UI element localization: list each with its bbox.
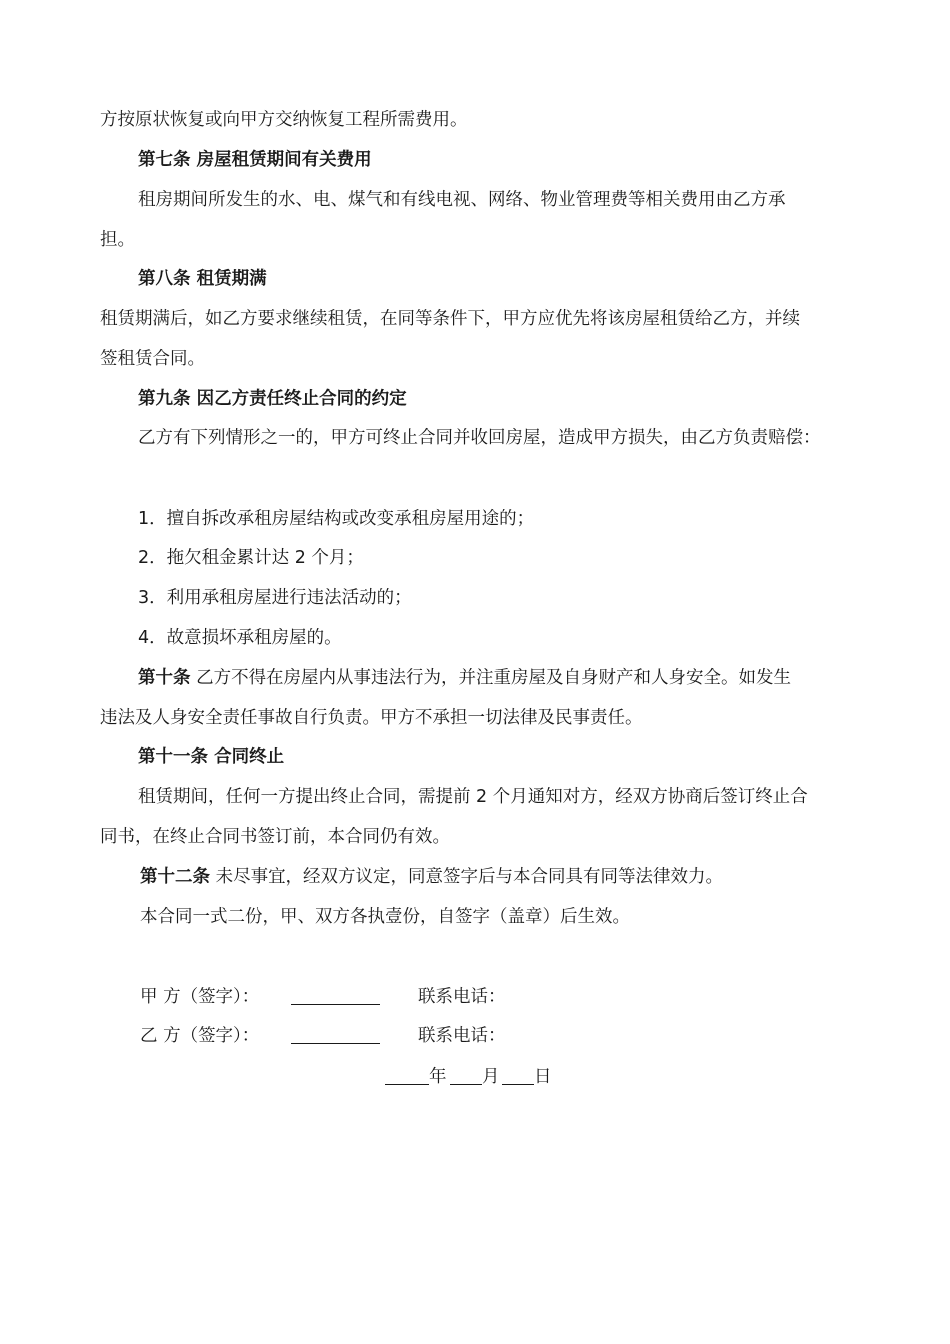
paragraph-line: 乙方有下列情形之一的，甲方可终止合同并收回房屋，造成甲方损失，由乙方负责赔偿： bbox=[138, 428, 821, 448]
paragraph-line: 签租赁合同。 bbox=[100, 349, 205, 369]
article-9-heading: 第九条 因乙方责任终止合同的约定 bbox=[138, 389, 407, 409]
paragraph-line: 租房期间所发生的水、电、煤气和有线电视、网络、物业管理费等相关费用由乙方承 bbox=[138, 190, 786, 210]
list-item: 1．擅自拆改承租房屋结构或改变承租房屋用途的； bbox=[138, 509, 535, 529]
date-month-label: 月 bbox=[482, 1067, 500, 1087]
party-b-phone-label: 联系电话： bbox=[418, 1026, 506, 1046]
party-a-signature-label: 甲 方（签字）： bbox=[140, 987, 260, 1007]
paragraph-line: 租赁期间，任何一方提出终止合同，需提前 2 个月通知对方，经双方协商后签订终止合 bbox=[138, 787, 808, 807]
party-b-signature-blank bbox=[291, 1025, 380, 1044]
paragraph-line: 租赁期满后，如乙方要求继续租赁，在同等条件下，甲方应优先将该房屋租赁给乙方，并续 bbox=[100, 309, 800, 329]
date-month-blank bbox=[450, 1066, 482, 1085]
paragraph-line: 同书，在终止合同书签订前，本合同仍有效。 bbox=[100, 827, 450, 847]
article-7-heading: 第七条 房屋租赁期间有关费用 bbox=[138, 150, 372, 170]
list-item: 4．故意损坏承租房屋的。 bbox=[138, 628, 342, 648]
article-10-paragraph bbox=[138, 666, 791, 690]
article-12-text: 未尽事宜，经双方议定，同意签字后与本合同具有同等法律效力。 bbox=[210, 867, 724, 887]
paragraph-line: 本合同一式二份，甲、双方各执壹份，自签字（盖章）后生效。 bbox=[140, 907, 630, 927]
date-year-blank bbox=[385, 1066, 429, 1085]
list-item: 2．拖欠租金累计达 2 个月； bbox=[138, 548, 364, 568]
article-10-text: 乙方不得在房屋内从事违法行为，并注重房屋及自身财产和人身安全。如发生 bbox=[190, 668, 792, 688]
party-b-signature-label: 乙 方（签字）： bbox=[140, 1026, 260, 1046]
article-12-paragraph bbox=[140, 865, 723, 889]
article-12-title: 第十二条 bbox=[140, 867, 210, 887]
paragraph-line: 违法及人身安全责任事故自行负责。甲方不承担一切法律及民事责任。 bbox=[100, 708, 643, 728]
article-10-title: 第十条 bbox=[138, 668, 191, 688]
paragraph-line: 担。 bbox=[100, 230, 135, 250]
date-day-blank bbox=[502, 1066, 534, 1085]
article-8-heading: 第八条 租赁期满 bbox=[138, 269, 267, 289]
paragraph-line: 方按原状恢复或向甲方交纳恢复工程所需费用。 bbox=[100, 110, 468, 130]
party-a-signature-blank bbox=[291, 986, 380, 1005]
list-item: 3．利用承租房屋进行违法活动的； bbox=[138, 588, 412, 608]
article-11-heading: 第十一条 合同终止 bbox=[138, 747, 285, 767]
date-day-label: 日 bbox=[534, 1067, 552, 1087]
party-a-phone-label: 联系电话： bbox=[418, 987, 506, 1007]
date-year-label: 年 bbox=[429, 1067, 447, 1087]
